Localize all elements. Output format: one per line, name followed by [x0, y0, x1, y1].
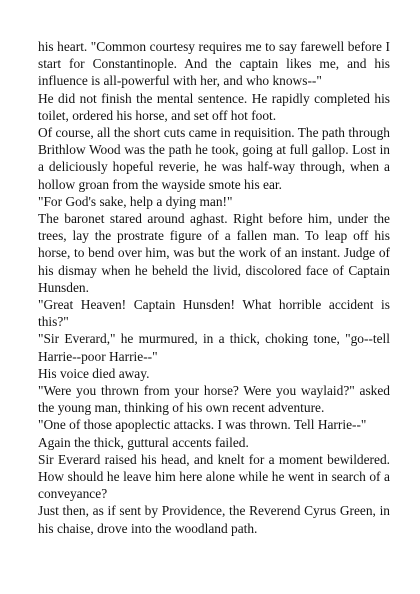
paragraph: "Were you thrown from your horse? Were you waylaid?" asked the young man, thinking of his own recent adventure.	[38, 383, 390, 416]
paragraph: Just then, as if sent by Providence, the Reverend Cyrus Green, in his chaise, drove into the woodland path.	[38, 503, 390, 536]
paragraph: He did not finish the mental sentence. He rapidly completed his toilet, ordered his horse, and set off hot foot.	[38, 90, 390, 123]
page-text	[38, 38, 390, 537]
paragraph: "Great Heaven! Captain Hunsden! What horrible accident is this?"	[38, 297, 390, 330]
paragraph: "One of those apoplectic attacks. I was thrown. Tell Harrie--"	[38, 417, 367, 433]
paragraph: "Sir Everard," he murmured, in a thick, choking tone, "go--tell Harrie--poor Harrie--"	[38, 331, 390, 364]
paragraph: Again the thick, guttural accents failed.	[38, 434, 249, 450]
paragraph: The baronet stared around aghast. Right before him, under the trees, lay the prostrate figure of a fallen man. To leap off his horse, to bend over him, was but the work of an instant. Judge of his dismay when he beheld the livid, discolored face of Captain Hunsden.	[38, 211, 390, 295]
paragraph: His voice died away.	[38, 365, 150, 381]
paragraph: Of course, all the short cuts came in requisition. The path through Brithlow Wood was the path he took, going at full gallop. Lost in a deliciously hopeful reverie, he was half-way through, when a hollow groan from the wayside smote his ear.	[38, 125, 390, 192]
paragraph: "For God's sake, help a dying man!"	[38, 193, 233, 209]
paragraph: Sir Everard raised his head, and knelt for a moment bewildered. How should he leave him here alone while he went in search of a conveyance?	[38, 451, 390, 502]
paragraph: his heart. "Common courtesy requires me to say farewell before I start for Constantinople. And the captain likes me, and his influence is all-powerful with her, and who knows--"	[38, 39, 390, 89]
